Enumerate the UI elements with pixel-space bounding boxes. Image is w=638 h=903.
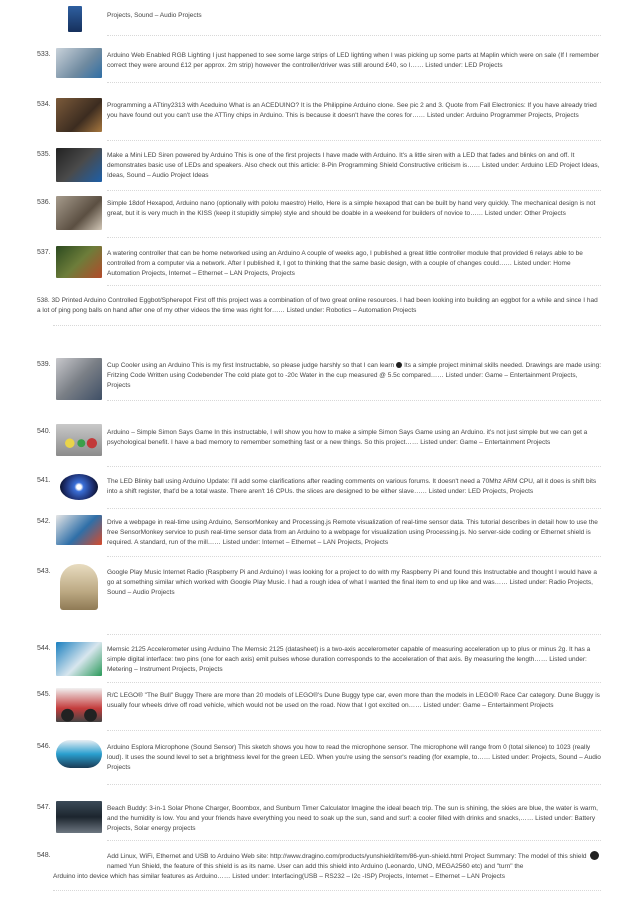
entry-text[interactable]: Memsic 2125 Accelerometer using Arduino The Memsic 2125 (datasheet) is a two-axis accelerometer capable of measuring acceleration up to plus or minus 2g. It has a simple digital interface: two pins (one for each axis) emit pulses whose duration corresponds to the acceleration of that axis. By measuring the length…… Listed under: Metering – Instrument Projects, Projects bbox=[107, 646, 591, 673]
divider bbox=[107, 730, 601, 731]
smiley-icon bbox=[396, 362, 402, 368]
entry-number: 545. bbox=[37, 691, 51, 698]
divider bbox=[107, 682, 601, 683]
entry-text[interactable]: Arduino – Simple Simon Says Game In this instructable, I will show you how to make a simple Simon Says Game using an Arduino. it's not just simple but we can get a psychological benefit. I have a bad memory to remember something fast or a new things. So this project…… Listed under: Game – Entertainment Projects bbox=[107, 429, 588, 446]
thumbnail-icon[interactable] bbox=[590, 851, 599, 860]
entry-text[interactable]: R/C LEGO® "The Bull" Buggy There are more than 20 models of LEGO®'s Dune Buggy type car, even more than the models in LEGO® Race Car category. Dune Buggy is usually four wheels drive off road vehicle, which would not be used on the road. Now that I got excited on…… Listed under: Game – Entertainment Projects bbox=[107, 692, 600, 709]
thumbnail-image[interactable] bbox=[56, 424, 102, 456]
entry-text[interactable] bbox=[53, 872, 601, 882]
divider bbox=[107, 190, 601, 191]
thumbnail-image[interactable] bbox=[56, 358, 102, 400]
thumbnail-image[interactable] bbox=[56, 196, 102, 230]
divider bbox=[107, 140, 601, 141]
entry-text[interactable] bbox=[107, 852, 587, 872]
thumbnail-image[interactable] bbox=[56, 148, 102, 182]
divider bbox=[107, 784, 601, 785]
entry-description-part: Cup Cooler using an Arduino This is my first Instructable, so please judge harshly so that I can learn bbox=[107, 362, 395, 369]
entry-text: Projects, Sound – Audio Projects bbox=[107, 12, 202, 19]
divider bbox=[107, 400, 601, 401]
entry-text[interactable]: Simple 18dof Hexapod, Arduino nano (optionally with pololu maestro) Hello, Here is a simple hexapod that can be built by hand very quickly. The mechanical design is not great, but it is very much in the KISS (keep it stupidly simple) style and should be doable in a weekend for builders of novice to…… Listed under: Other Projects bbox=[107, 200, 596, 217]
entry-number: 537. bbox=[37, 249, 51, 256]
divider bbox=[107, 556, 601, 557]
entry-number: 547. bbox=[37, 804, 51, 811]
thumbnail-image[interactable] bbox=[56, 48, 102, 78]
divider bbox=[107, 634, 601, 635]
divider bbox=[107, 840, 601, 841]
entry-number: 536. bbox=[37, 199, 51, 206]
thumbnail-image[interactable] bbox=[56, 98, 102, 132]
entry-number: 543. bbox=[37, 568, 51, 575]
entry-number: 539. bbox=[37, 361, 51, 368]
divider bbox=[53, 325, 601, 326]
entry-number: 546. bbox=[37, 743, 51, 750]
divider bbox=[107, 508, 601, 509]
entry-text[interactable]: Programming a ATtiny2313 with Aceduino What is an ACEDUINO? It is the Philippine Arduino clone. See pic 2 and 3. Quote from Fall Electronics: If you have already tried you have found out you can't use the ATTiny chips in Arduino. This is because it doesn't have the cores for…… Listed under: Arduino Programmer Projects, Projects bbox=[107, 102, 597, 119]
entry-text[interactable]: Arduino Esplora Microphone (Sound Sensor) This sketch shows you how to read the microphone sensor. The microphone will range from 0 (total silence) to 1023 (really loud). It uses the sound level to set a brightness level for the green LED. When you're using the sensor's reading (for example, to…… Listed under: Projects, Sound – Audio Projects bbox=[107, 744, 601, 771]
entry-description[interactable]: 3D Printed Arduino Controlled Eggbot/Spherepot First off this project was a combination of of two great online resources. I had been looking into building an eggbot for a while and since I had a lot of ping pong balls on hand after one of my other videos the time was right for…… Listed under: Robotics – Automation Projects bbox=[37, 297, 598, 314]
entry-text[interactable] bbox=[107, 361, 601, 391]
entry-number: 534. bbox=[37, 101, 51, 108]
entry-number: 533. bbox=[37, 51, 51, 58]
entry-number: 538. bbox=[37, 297, 50, 304]
thumbnail-image[interactable] bbox=[56, 740, 102, 768]
entry-text[interactable]: Make a Mini LED Siren powered by Arduino This is one of the first projects I have made with Arduino. It's a little siren with a LED that fades and blinks on and off. It demonstrates basic use of LEDs and speakers. Also check out this article: 8-Pin Programming Shield Constructive criticism is…… Listed under: Arduino LED Project Ideas, Ideas, Sound – Audio Project Ideas bbox=[107, 152, 600, 179]
entry-text[interactable]: The LED Blinky ball using Arduino Update: I'll add some clarifications after reading comments on various forums. It doesn't need a 70Mhz ARM CPU, all it does is shift bits into a shift register, that'd be a total waste. There aren't 16 CPUs. the slices are designed to be either slave…… Listed under: LED Projects, Projects bbox=[107, 478, 597, 495]
divider bbox=[107, 285, 601, 286]
thumbnail-image[interactable] bbox=[56, 642, 102, 676]
entry-number: 541. bbox=[37, 477, 51, 484]
entry-number: 544. bbox=[37, 645, 51, 652]
thumbnail-image[interactable] bbox=[60, 474, 98, 500]
entry-description-part: Arduino into device which has similar features as Arduino…… Listed under: Interfacing(USB – RS232 – I2c -ISP) Projects, Internet – Ethernet – LAN Projects bbox=[53, 873, 505, 880]
entry-description-part: Its a simple project minimal skills needed. Drawings are made using: Fritzing Code Written using Codebender The cold plate got to -20c Water in the cup measured @ 5.5c compared…… Listed under: Game – Entertainment Projects, Projects bbox=[107, 362, 602, 389]
entry-number: 542. bbox=[37, 518, 51, 525]
divider bbox=[107, 82, 601, 83]
divider bbox=[53, 890, 601, 891]
thumbnail-image[interactable] bbox=[68, 6, 82, 32]
entry-number: 535. bbox=[37, 151, 51, 158]
thumbnail-image[interactable] bbox=[56, 688, 102, 722]
entry-description-part: Add Linux, WiFi, Ethernet and USB to Arduino Web site: http://www.dragino.com/products/yunshield/item/86-yun-shield.html Project Summary: The model of this shield named Yun Shield, the feature of this shield is as its name. User can add this shield into Arduino (Leonardo, UNO, MEGA2560 etc) and "turn" the bbox=[107, 853, 587, 870]
entry-text[interactable]: Beach Buddy: 3-in-1 Solar Phone Charger, Boombox, and Sunburn Timer Calculator Imagine the ideal beach trip. The sun is shining, the skies are blue, the water is warm, and the humidity is low. You and your friends have everything you need to soak up the sun, sand and surf: a cooler filled with drinks and snacks,…… Listed under: Battery Projects, Solar energy projects bbox=[107, 805, 598, 832]
entry-text[interactable]: Drive a webpage in real-time using Arduino, SensorMonkey and Processing.js Remote visualization of real-time sensor data. This tutorial describes in detail how to use the free SensorMonkey service to push real-time sensor data from an Arduino to a webpage for visualization using Processing.js. No server-side coding or Ethernet shield is required. A standard, run of the mill…… Listed under: Internet – Ethernet – LAN Projects, Projects bbox=[107, 519, 598, 546]
entry-number: 540. bbox=[37, 428, 51, 435]
thumbnail-image[interactable] bbox=[56, 515, 102, 545]
entry-text[interactable] bbox=[37, 296, 601, 316]
divider bbox=[107, 35, 601, 36]
entry-number: 548. bbox=[37, 852, 51, 859]
entry-text[interactable]: A watering controller that can be home networked using an Arduino A couple of weeks ago, I published a great little controller module that provided 6 relays able to be controlled from a computer via a network. After I published it, I got to thinking that the same basic design, with a couple of changes could…… Listed under: Home Automation Projects, Internet – Ethernet – LAN Projects, Projects bbox=[107, 250, 583, 277]
thumbnail-image[interactable] bbox=[56, 801, 102, 833]
entry-text[interactable]: Google Play Music Internet Radio (Raspberry Pi and Arduino) I was looking for a project to do with my Raspberry Pi and found this Instructable and thought I would have a go at something similar which worked with Google Play Music. I had a rough idea of what I wanted the final item to end up like and was…… Listed under: Radio Projects, Sound – Audio Projects bbox=[107, 569, 597, 596]
divider bbox=[107, 237, 601, 238]
divider bbox=[107, 466, 601, 467]
entry-text[interactable]: Arduino Web Enabled RGB Lighting I just happened to see some large strips of LED lighting when I was picking up some parts at Maplin which were on sale (If I remember correct they were around £12 per approx. 2m strip) however the controller/driver was still around £40, so I…… Listed under: LED Projects bbox=[107, 52, 599, 69]
thumbnail-image[interactable] bbox=[60, 564, 98, 610]
thumbnail-image[interactable] bbox=[56, 246, 102, 278]
